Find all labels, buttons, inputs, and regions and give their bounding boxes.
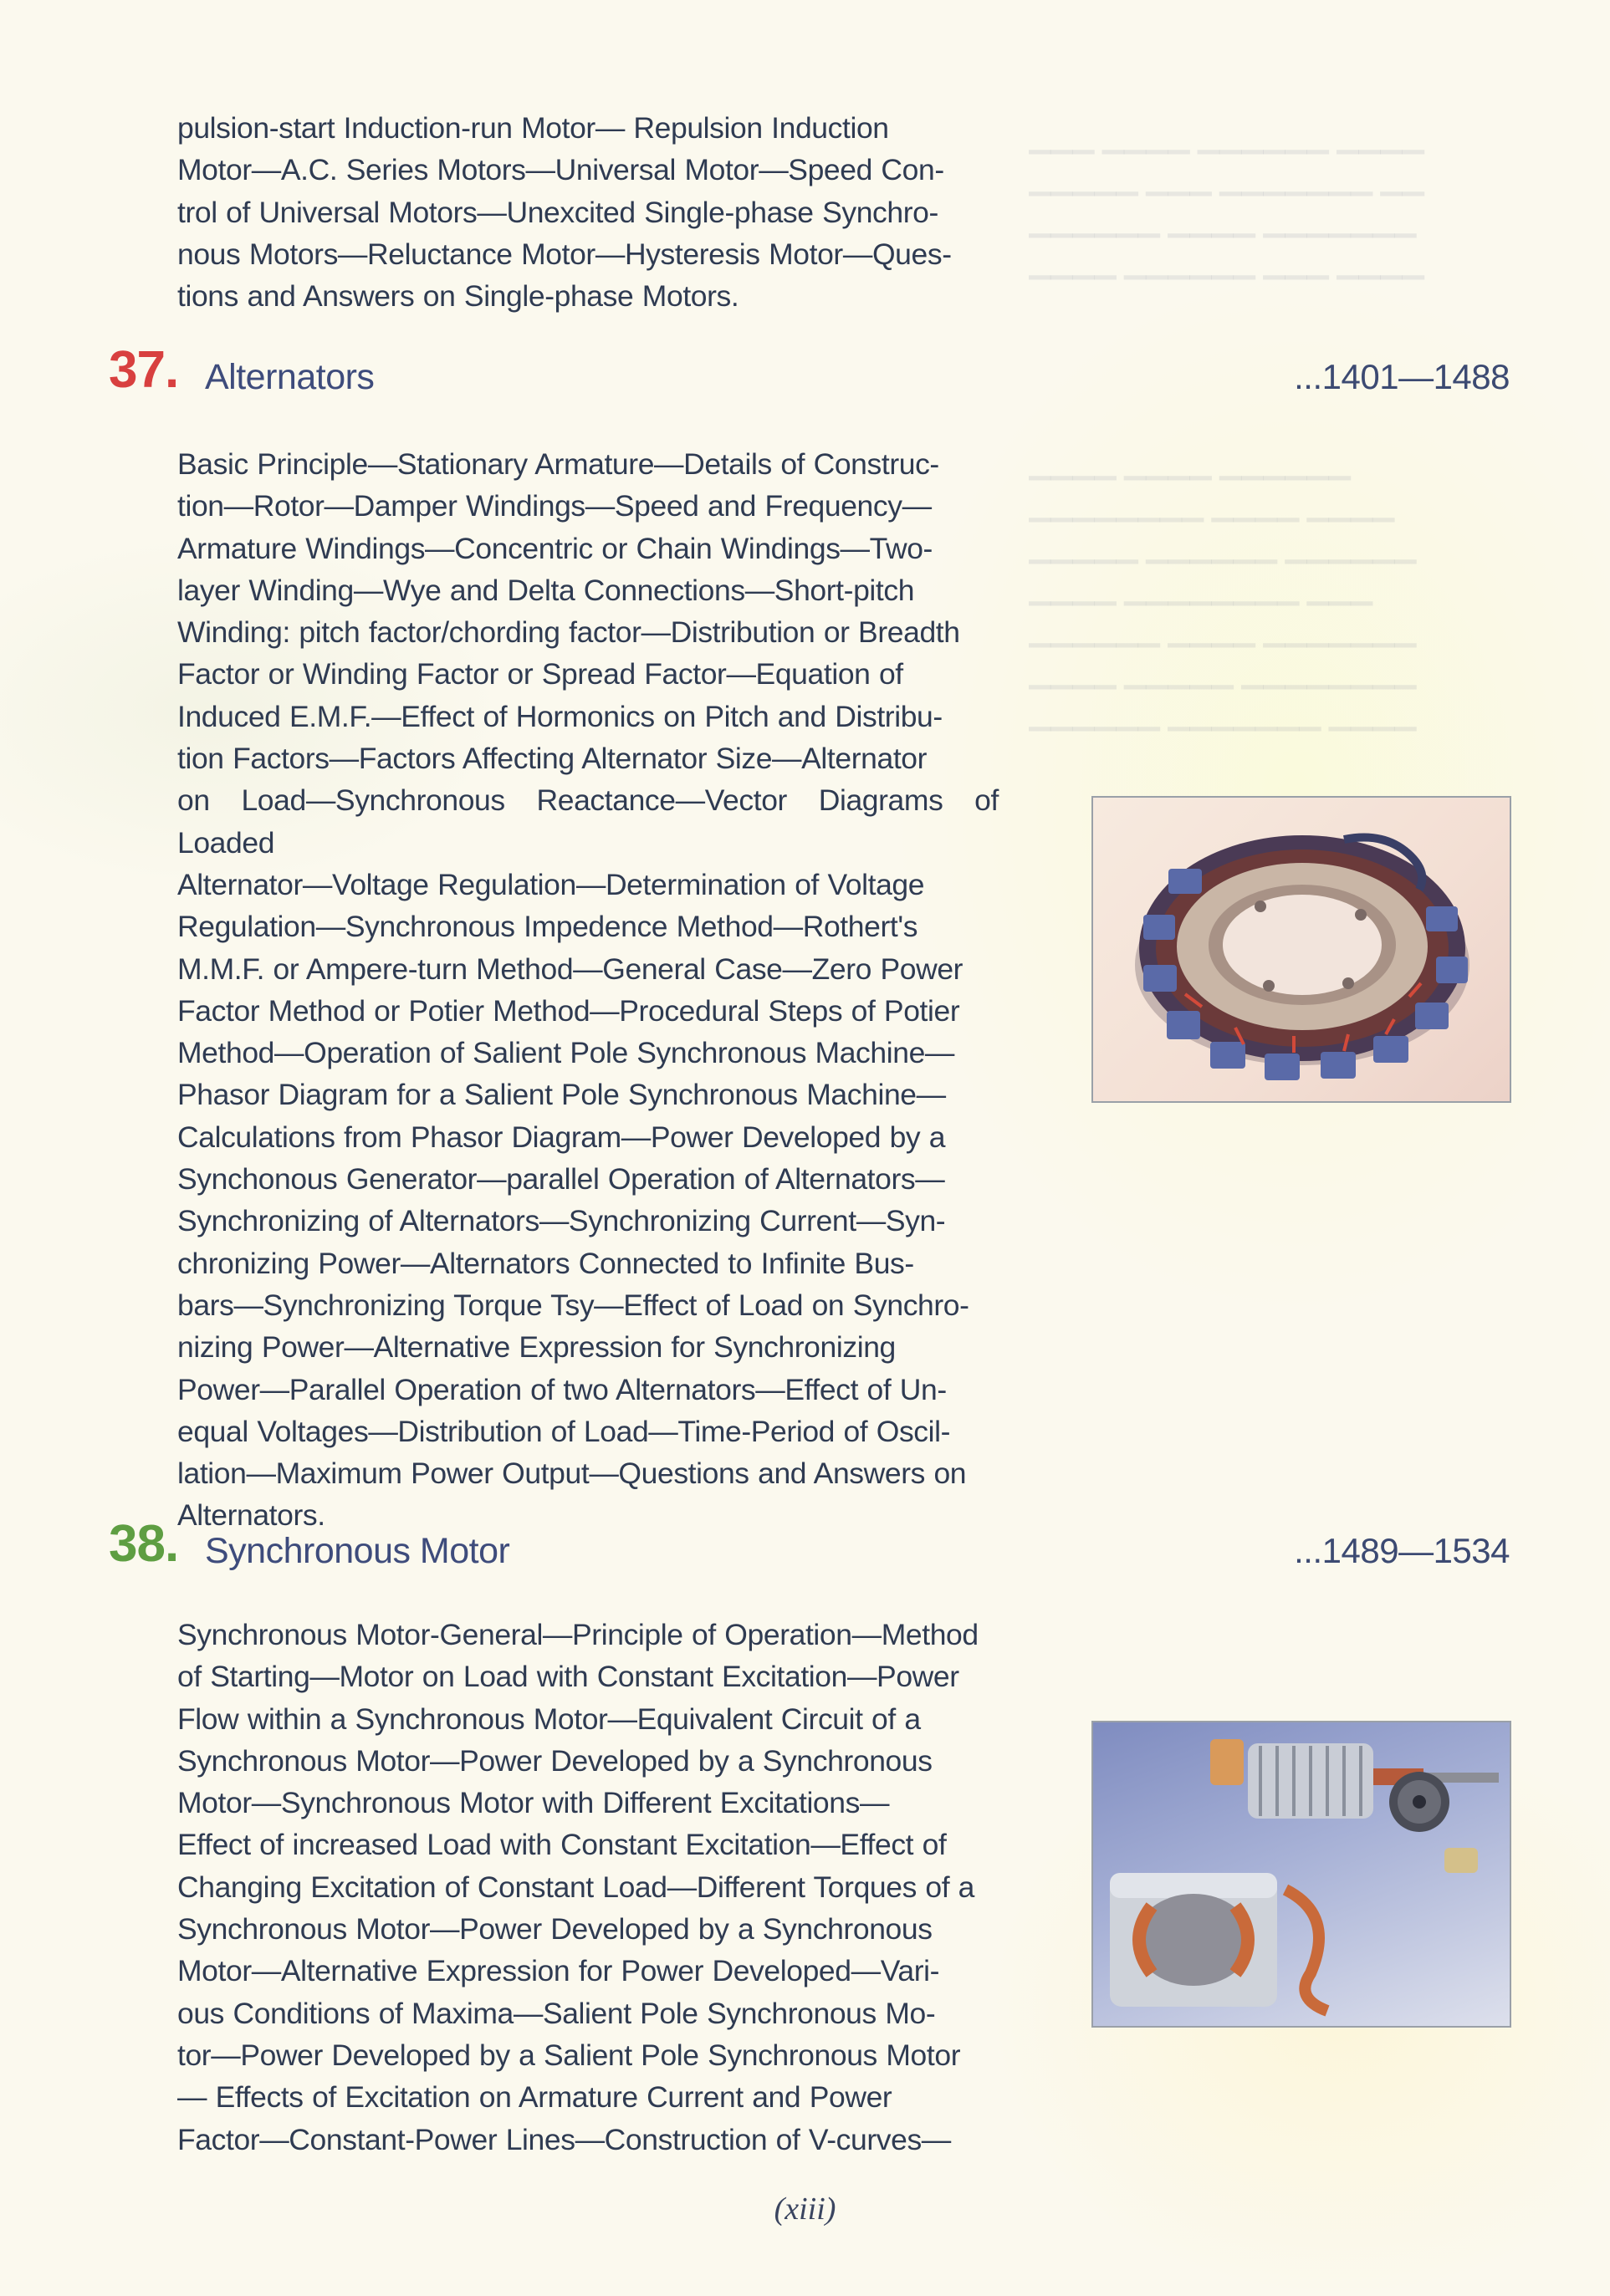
chapter-37-heading[interactable] bbox=[109, 341, 1510, 408]
text-line: Induced E.M.F.—Effect of Hormonics on Pitch and Distribu- bbox=[177, 699, 943, 733]
chapter-title: Synchronous Motor bbox=[205, 1531, 510, 1571]
text-line: Synchronizing of Alternators—Synchronizing Current—Syn- bbox=[177, 1204, 946, 1238]
text-line: Synchonous Generator—parallel Operation of Alternators— bbox=[177, 1162, 945, 1196]
text-line: chronizing Power—Alternators Connected to Infinite Bus- bbox=[177, 1246, 914, 1280]
stator-photo bbox=[1091, 796, 1511, 1103]
bleed-through-decoration: ▁▁▁ ▁▁▁▁ ▁▁▁▁▁▁ ▁▁▁▁ ▁▁▁▁▁ ▁▁▁ ▁▁▁▁▁▁▁ ▁▁ ▁▁▁▁▁▁ ▁▁▁▁ ▁▁▁▁▁▁▁ ▁▁▁▁ ▁▁▁▁▁▁ ▁▁▁ ▁▁▁▁ bbox=[1029, 122, 1424, 279]
text-line: Effect of increased Load with Constant Excitation—Effect of bbox=[177, 1828, 947, 1862]
text-line: tor—Power Developed by a Salient Pole Synchronous Motor bbox=[177, 2038, 961, 2072]
chapter-title: Alternators bbox=[205, 357, 375, 397]
text-line: Armature Windings—Concentric or Chain Windings—Two- bbox=[177, 531, 933, 565]
text-line: layer Winding—Wye and Delta Connections—Short-pitch bbox=[177, 573, 915, 607]
text-line: Changing Excitation of Constant Load—Different Torques of a bbox=[177, 1870, 975, 1904]
armature-rotor bbox=[1210, 1739, 1499, 1819]
chapter-38-heading[interactable] bbox=[109, 1515, 1510, 1582]
bleed-through-decoration-2: ▁▁▁▁ ▁▁▁▁ ▁▁▁▁▁▁ ▁▁▁▁▁▁▁▁ ▁▁▁▁ ▁▁▁▁ ▁▁▁▁▁ ▁▁▁▁▁▁ ▁▁▁▁▁▁ ▁▁▁▁ ▁▁▁▁▁▁▁▁ ▁▁▁ ▁▁▁▁▁▁ ▁▁▁▁ ▁▁▁▁▁▁▁ ▁▁▁▁ ▁▁▁▁▁ ▁▁▁▁▁▁▁▁ ▁▁▁▁▁▁ ▁▁▁▁▁▁▁ ▁▁▁▁ bbox=[1029, 448, 1417, 731]
gear bbox=[1389, 1772, 1449, 1832]
chapter-37-contents bbox=[177, 443, 999, 1537]
text-line: nizing Power—Alternative Expression for Synchronizing bbox=[177, 1330, 896, 1365]
text-line: Phasor Diagram for a Salient Pole Synchronous Machine— bbox=[177, 1078, 946, 1112]
text-line: Motor—Synchronous Motor with Different Excitations— bbox=[177, 1786, 890, 1820]
text-line: Factor—Constant-Power Lines—Construction of V-curves— bbox=[177, 2122, 951, 2156]
text-line: Winding: pitch factor/chording factor—Distribution or Breadth bbox=[177, 615, 960, 650]
stator-illustration bbox=[1093, 798, 1510, 1101]
intro-paragraph bbox=[177, 107, 999, 317]
text-line: Synchronous Motor—Power Developed by a Synchronous bbox=[177, 1912, 933, 1946]
text-line: — Effects of Excitation on Armature Current and Power bbox=[177, 2080, 892, 2115]
text-line: Flow within a Synchronous Motor—Equivalent Circuit of a bbox=[177, 1702, 921, 1736]
text-line: of Starting—Motor on Load with Constant Excitation—Power bbox=[177, 1660, 959, 1694]
text-line: Motor—Alternative Expression for Power Developed—Vari- bbox=[177, 1954, 940, 1988]
text-line: on Load—Synchronous Reactance—Vector Diagrams of Loaded bbox=[177, 783, 999, 860]
text-line: bars—Synchronizing Torque Tsy—Effect of Load on Synchro- bbox=[177, 1288, 969, 1322]
text-line: Calculations from Phasor Diagram—Power Developed by a bbox=[177, 1120, 946, 1154]
chapter-page-range: ...1401—1488 bbox=[1294, 357, 1510, 396]
field-stator bbox=[1110, 1873, 1327, 2011]
text-line: Method—Operation of Salient Pole Synchronous Machine— bbox=[177, 1036, 955, 1070]
text-line: ous Conditions of Maxima—Salient Pole Synchronous Mo- bbox=[177, 1996, 936, 2030]
text-line: Basic Principle—Stationary Armature—Details of Construc- bbox=[177, 447, 939, 481]
text-line: Factor or Winding Factor or Spread Factor—Equation of bbox=[177, 657, 903, 691]
text-line: Factor Method or Potier Method—Procedural Steps of Potier bbox=[177, 993, 960, 1028]
text-line: Synchronous Motor-General—Principle of Operation—Method bbox=[177, 1618, 979, 1651]
text-line: M.M.F. or Ampere-turn Method—General Case—Zero Power bbox=[177, 952, 963, 986]
chapter-number: 38. bbox=[109, 1515, 179, 1573]
text-line: Alternators. bbox=[177, 1498, 325, 1533]
text-line: equal Voltages—Distribution of Load—Time-Period of Oscil- bbox=[177, 1414, 951, 1448]
text-line: Alternator—Voltage Regulation—Determination of Voltage bbox=[177, 867, 925, 901]
text-line: Synchronous Motor—Power Developed by a Synchronous bbox=[177, 1743, 933, 1778]
text-line: Power—Parallel Operation of two Alternators—Effect of Un- bbox=[177, 1372, 947, 1406]
page-number: (xiii) bbox=[774, 2191, 836, 2227]
chapter-page-range: ...1489—1534 bbox=[1294, 1531, 1510, 1570]
text-line: tion Factors—Factors Affecting Alternator Size—Alternator bbox=[177, 742, 928, 776]
text-line: tion—Rotor—Damper Windings—Speed and Frequency— bbox=[177, 489, 932, 523]
text-line: Motor—A.C. Series Motors—Universal Motor—Speed Con- bbox=[177, 153, 944, 187]
chapter-number: 37. bbox=[109, 341, 179, 399]
text-line: trol of Universal Motors—Unexcited Single-phase Synchro- bbox=[177, 195, 938, 229]
text-line: lation—Maximum Power Output—Questions and Answers on bbox=[177, 1457, 967, 1491]
text-line: Regulation—Synchronous Impedence Method—Rothert's bbox=[177, 910, 918, 944]
chapter-38-contents bbox=[177, 1614, 999, 2161]
text-line: pulsion-start Induction-run Motor— Repulsion Induction bbox=[177, 111, 889, 145]
text-line: tions and Answers on Single-phase Motors. bbox=[177, 279, 739, 314]
motor-parts-photo bbox=[1091, 1721, 1511, 2028]
bearing bbox=[1444, 1848, 1478, 1873]
motor-parts-illustration bbox=[1093, 1722, 1510, 2026]
text-line: nous Motors—Reluctance Motor—Hysteresis Motor—Ques- bbox=[177, 237, 952, 271]
